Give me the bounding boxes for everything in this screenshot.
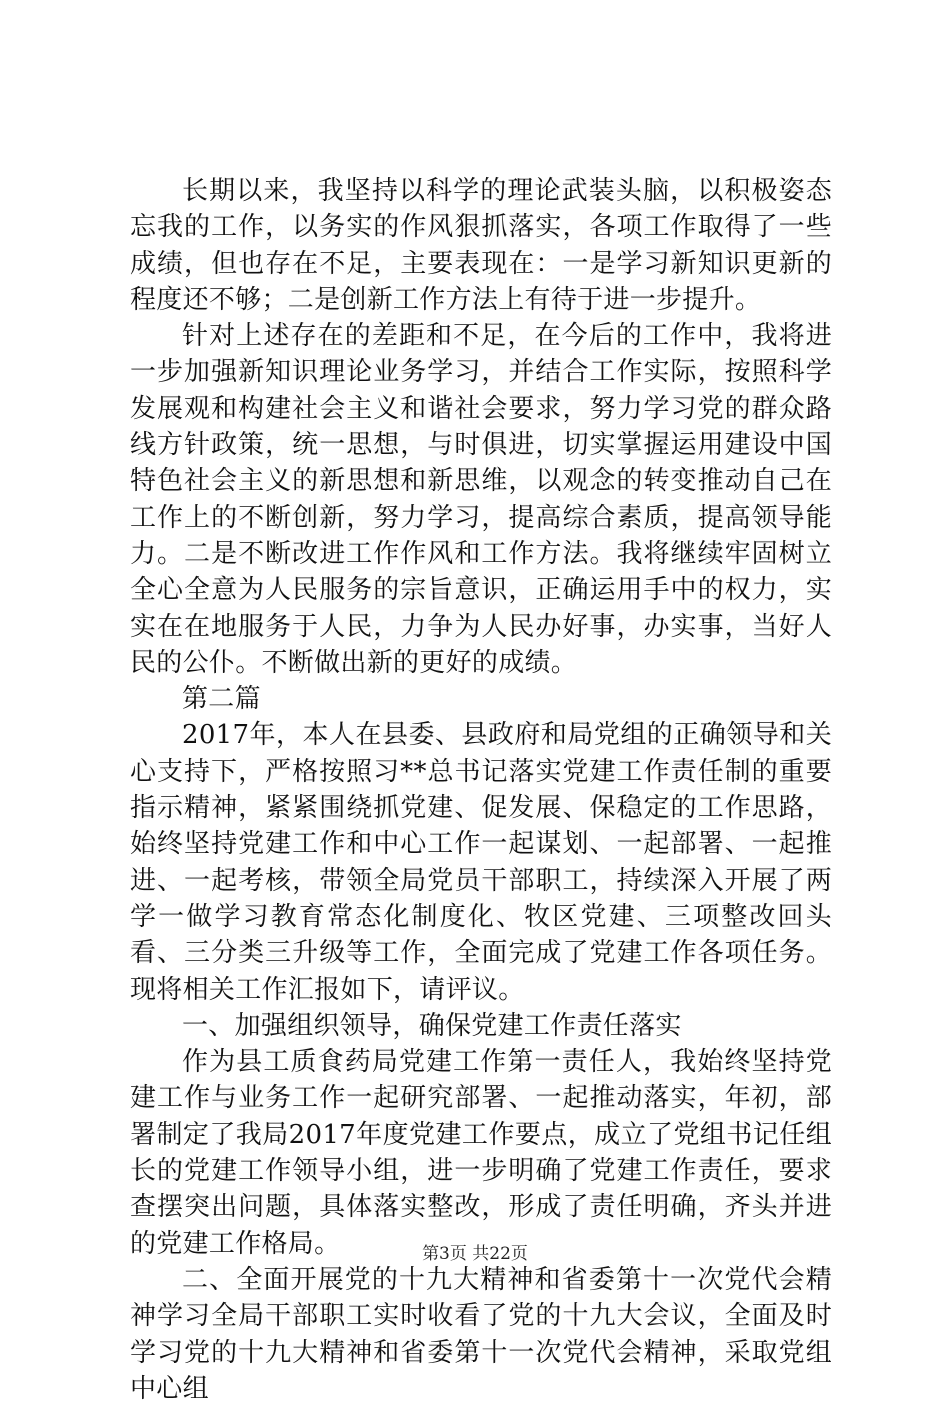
section-heading-organization: 一、加强组织领导，确保党建工作责任落实	[182, 1010, 682, 1041]
paragraph-study-spirit: 二、全面开展党的十九大精神和省委第十一次党代会精神学习全局干部职工实时收看了党的十九大会议，全面及时学习党的十九大精神和省委第十一次党代会精神，采取党组中心组	[130, 1264, 832, 1404]
paragraph-summary: 长期以来，我坚持以科学的理论武装头脑，以积极姿态忘我的工作，以务实的作风狠抓落实，各项工作取得了一些成绩，但也存在不足，主要表现在：一是学习新知识更新的程度还不够；二是创新工作方法上有待于进一步提升。	[130, 176, 832, 315]
paragraph-2017-report: 2017年，本人在县委、县政府和局党组的正确领导和关心支持下，严格按照习**总书记落实党建工作责任制的重要指示精神，紧紧围绕抓党建、促发展、保稳定的工作思路，始终坚持党建工作和中心工作一起谋划、一起部署、一起推进、一起考核，带领全局党员干部职工，持续深入开展了两学一做学习教育常态化制度化、牧区党建、三项整改回头看、三分类三升级等工作，全面完成了党建工作各项任务。现将相关工作汇报如下，请评议。	[130, 720, 832, 1005]
page-number-footer: 第3页 共22页	[422, 1244, 528, 1264]
document-body	[130, 173, 832, 1407]
paragraph-improvement-plan: 针对上述存在的差距和不足，在今后的工作中，我将进一步加强新知识理论业务学习，并结合工作实际，按照科学发展观和构建社会主义和谐社会要求，努力学习党的群众路线方针政策，统一思想，与时俱进，切实掌握运用建设中国特色社会主义的新思想和新思维，以观念的转变推动自己在工作上的不断创新，努力学习，提高综合素质，提高领导能力。二是不断改进工作作风和工作方法。我将继续牢固树立全心全意为人民服务的宗旨意识，正确运用手中的权力，实实在在地服务于人民，力争为人民办好事，办实事，当好人民的公仆。不断做出新的更好的成绩。	[130, 321, 832, 678]
section-heading-part-two: 第二篇	[182, 684, 261, 715]
paragraph-responsibility: 作为县工质食药局党建工作第一责任人，我始终坚持党建工作与业务工作一起研究部署、一起推动落实，年初，部署制定了我局2017年度党建工作要点，成立了党组书记任组长的党建工作领导小组，进一步明确了党建工作责任，要求查摆突出问题，具体落实整改，形成了责任明确，齐头并进的党建工作格局。	[130, 1047, 832, 1259]
